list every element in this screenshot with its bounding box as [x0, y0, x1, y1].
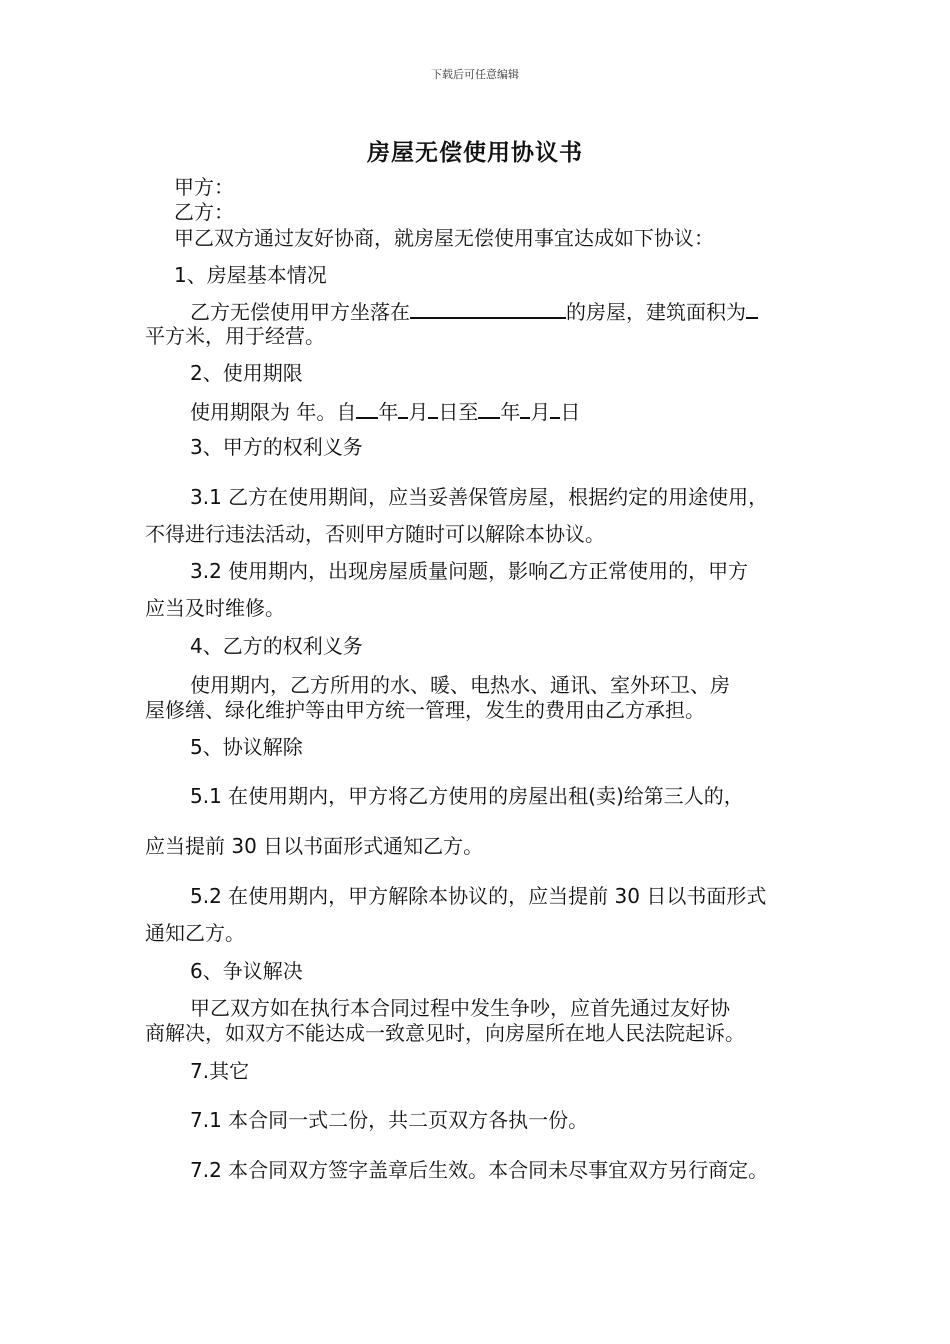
- start-day-blank: [428, 397, 438, 419]
- section-5-2-line-1: 5.2 在使用期内，甲方解除本协议的，应当提前 30 日以书面形式: [190, 884, 767, 908]
- section-7-2-line: 7.2 本合同双方签字盖章后生效。本合同未尽事宜双方另行商定。: [190, 1158, 769, 1182]
- section-7-heading: 7.其它: [190, 1059, 250, 1083]
- section-1-heading: 1、房屋基本情况: [174, 263, 327, 287]
- area-blank: [746, 297, 758, 319]
- start-year-blank: [356, 397, 378, 419]
- section-5-heading: 5、协议解除: [190, 735, 303, 759]
- section-4-heading: 4、乙方的权利义务: [190, 634, 363, 658]
- section-7-1-line: 7.1 本合同一式二份，共二页双方各执一份。: [190, 1108, 589, 1132]
- section-1-line-2: 平方米，用于经营。: [145, 324, 325, 348]
- end-month-blank: [520, 397, 530, 419]
- intro-paragraph: 甲乙双方通过友好协商，就房屋无偿使用事宜达成如下协议：: [174, 226, 714, 250]
- term-end-month-label: 月: [530, 400, 551, 424]
- section-5-2-line-2: 通知乙方。: [145, 921, 245, 945]
- header-note: 下载后可任意编辑: [431, 68, 519, 81]
- section-1-line-1: [190, 297, 758, 325]
- section-3-heading: 3、甲方的权利义务: [190, 435, 363, 459]
- term-to-label: 日至: [438, 400, 479, 424]
- section-6-line-1: 甲乙双方如在执行本合同过程中发生争吵，应首先通过友好协: [190, 996, 730, 1020]
- section-2-heading: 2、使用期限: [190, 361, 303, 385]
- section-1-text-a: 乙方无偿使用甲方坐落在: [190, 300, 410, 324]
- section-3-2-line-2: 应当及时维修。: [145, 596, 285, 620]
- term-month-label: 月: [408, 400, 429, 424]
- section-3-1-line-2: 不得进行违法活动，否则甲方随时可以解除本协议。: [145, 522, 605, 546]
- section-6-heading: 6、争议解决: [190, 959, 303, 983]
- section-6-line-2: 商解决，如双方不能达成一致意见时，向房屋所在地人民法院起诉。: [145, 1021, 745, 1045]
- section-5-1-line-2: 应当提前 30 日以书面形式通知乙方。: [145, 834, 484, 858]
- document-title: 房屋无偿使用协议书: [367, 140, 583, 166]
- section-4-line-2: 屋修缮、绿化维护等由甲方统一管理，发生的费用由乙方承担。: [145, 698, 705, 722]
- section-5-1-line-1: 5.1 在使用期内，甲方将乙方使用的房屋出租(卖)给第三人的，: [190, 784, 744, 808]
- term-text-a: 使用期限为 年。自: [190, 400, 357, 424]
- section-2-term-line: [190, 397, 580, 425]
- end-day-blank: [550, 397, 560, 419]
- party-a-label: 甲方：: [174, 175, 234, 199]
- section-1-text-b: 的房屋，建筑面积为: [566, 300, 746, 324]
- term-end-year-label: 年: [500, 400, 521, 424]
- address-blank: [410, 297, 566, 319]
- section-3-2-line-1: 3.2 使用期内，出现房屋质量问题，影响乙方正常使用的，甲方: [190, 559, 749, 583]
- section-4-line-1: 使用期内，乙方所用的水、暖、电热水、通讯、室外环卫、房: [190, 673, 730, 697]
- section-3-1-line-1: 3.1 乙方在使用期间，应当妥善保管房屋，根据约定的用途使用，: [190, 485, 769, 509]
- term-end-day-label: 日: [560, 400, 581, 424]
- end-year-blank: [478, 397, 500, 419]
- term-year-label: 年: [378, 400, 399, 424]
- start-month-blank: [398, 397, 408, 419]
- party-b-label: 乙方：: [174, 200, 234, 224]
